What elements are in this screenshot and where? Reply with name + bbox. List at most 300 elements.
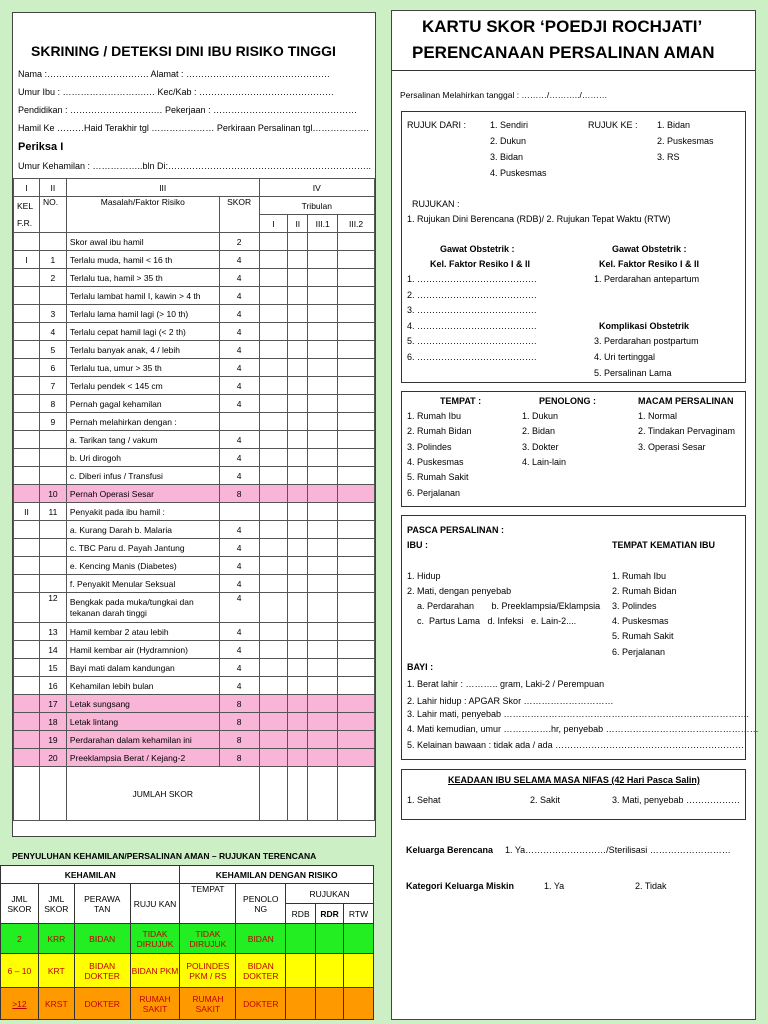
kb-label: Keluarga Berencana xyxy=(406,845,494,855)
col-t1: I xyxy=(259,215,288,233)
tribulan-cell[interactable] xyxy=(338,575,375,593)
tribulan-cell[interactable] xyxy=(338,431,375,449)
gawat-right-title: Gawat Obstetrik : xyxy=(612,244,687,254)
jumlah-cell[interactable] xyxy=(338,767,375,821)
tribulan-cell[interactable] xyxy=(288,575,308,593)
tribulan-cell[interactable] xyxy=(308,341,338,359)
tribulan-cell[interactable] xyxy=(308,521,338,539)
skor-cell-text: Skor awal ibu hamil xyxy=(66,233,219,251)
skor-table xyxy=(13,178,375,821)
skor-cell-skor xyxy=(219,413,259,431)
tribulan-cell[interactable] xyxy=(338,593,375,623)
skor-cell-no: 18 xyxy=(39,713,66,731)
penolong-1: 1. Dukun xyxy=(522,411,559,421)
jumlah-cell[interactable] xyxy=(259,767,288,821)
tribulan-cell[interactable] xyxy=(288,395,308,413)
krr-rujuk: TIDAK DIRUJUK xyxy=(130,924,180,954)
tribulan-cell[interactable] xyxy=(259,713,288,731)
tribulan-cell[interactable] xyxy=(308,431,338,449)
skor-cell-no: 12 xyxy=(39,593,66,623)
skor-cell-text: Pernah gagal kehamilan xyxy=(66,395,219,413)
skor-cell-no xyxy=(39,557,66,575)
tribulan-cell[interactable] xyxy=(338,539,375,557)
rujuk-ke-label: RUJUK KE : xyxy=(588,120,638,130)
skor-cell-kel xyxy=(14,269,40,287)
krr-penolong: BIDAN xyxy=(236,924,286,954)
kehamilan-header: KEHAMILAN xyxy=(1,866,180,884)
tribulan-cell[interactable] xyxy=(288,521,308,539)
skor-cell-skor: 8 xyxy=(219,731,259,749)
h-rujukan: RUJU KAN xyxy=(130,884,180,924)
identity-line-3: Pendidikan : ……………………….… Pekerjaan : ………………………………………… xyxy=(18,105,358,115)
skor-row xyxy=(14,575,375,593)
skor-cell-no: 6 xyxy=(39,359,66,377)
gawat-left-title: Gawat Obstetrik : xyxy=(440,244,515,254)
skor-cell-text: c. TBC Paru d. Payah Jantung xyxy=(66,539,219,557)
col-no: NO. xyxy=(39,197,66,233)
tempat-4: 4. Puskesmas xyxy=(407,457,464,467)
tribulan-cell[interactable] xyxy=(259,467,288,485)
tanggal-persalinan: Persalinan Melahirkan tanggal : ………/………../……… xyxy=(400,90,608,100)
rujuk-ke-2: 2. Puskesmas xyxy=(657,136,714,146)
skor-row xyxy=(14,659,375,677)
skor-cell-text: Terlalu lambat hamil I, kawin > 4 th xyxy=(66,287,219,305)
bayi-3: 3. Lahir mati, penyebab ………………………………………………………………………. xyxy=(407,709,750,719)
skor-cell-skor: 8 xyxy=(219,713,259,731)
tribulan-cell[interactable] xyxy=(308,485,338,503)
ibu-4: c. Partus Lama d. Infeksi e. Lain-2.... xyxy=(407,616,577,626)
tribulan-cell[interactable] xyxy=(308,593,338,623)
tribulan-cell[interactable] xyxy=(259,449,288,467)
tribulan-cell[interactable] xyxy=(308,713,338,731)
skor-cell-skor: 4 xyxy=(219,395,259,413)
tribulan-cell[interactable] xyxy=(288,539,308,557)
tribulan-cell[interactable] xyxy=(259,695,288,713)
skor-cell-kel xyxy=(14,749,40,767)
komplikasi-4: 4. Uri tertinggal xyxy=(594,352,656,362)
jumlah-cell[interactable] xyxy=(288,767,308,821)
tk-1: 1. Rumah Ibu xyxy=(612,571,667,581)
gawat-right-item: 1. Perdarahan antepartum xyxy=(594,274,700,284)
tribulan-cell[interactable] xyxy=(308,623,338,641)
h-penolong: PENOLO NG xyxy=(236,884,286,924)
krt-penolong: BIDAN DOKTER xyxy=(236,954,286,988)
miskin-label: Kategori Keluarga Miskin xyxy=(406,881,515,891)
tribulan-cell[interactable] xyxy=(338,359,375,377)
umur-kehamilan: Umur Kehamilan : ……………..bln Di:………………………………………………………….. xyxy=(18,161,372,171)
tribulan-cell[interactable] xyxy=(288,623,308,641)
identity-line-2: Umur Ibu : ……………………….… Kec/Kab : ……………………………………… xyxy=(18,87,335,97)
skor-cell-kel: II xyxy=(14,503,40,521)
skor-cell-kel xyxy=(14,341,40,359)
skor-cell-text: Pernah melahirkan dengan : xyxy=(66,413,219,431)
kartu-skor-panel xyxy=(391,10,759,1020)
skor-cell-no: 8 xyxy=(39,395,66,413)
komplikasi-title: Komplikasi Obstetrik xyxy=(599,321,690,331)
skor-cell-skor: 8 xyxy=(219,749,259,767)
skor-cell-no: 2 xyxy=(39,269,66,287)
tribulan-cell[interactable] xyxy=(308,449,338,467)
tribulan-cell[interactable] xyxy=(308,641,338,659)
skor-row xyxy=(14,485,375,503)
tribulan-cell[interactable] xyxy=(308,503,338,521)
krt-kel: KRT xyxy=(38,954,74,988)
skor-cell-text: Terlalu pendek < 145 cm xyxy=(66,377,219,395)
tk-3: 3. Polindes xyxy=(612,601,657,611)
col-t2: II xyxy=(288,215,308,233)
tribulan-cell[interactable] xyxy=(288,269,308,287)
tribulan-cell[interactable] xyxy=(308,413,338,431)
miskin-ya: 1. Ya xyxy=(544,881,565,891)
rujuk-dari-4: 4. Puskesmas xyxy=(490,168,547,178)
tribulan-cell[interactable] xyxy=(288,485,308,503)
tribulan-cell[interactable] xyxy=(288,359,308,377)
skor-cell-no: 10 xyxy=(39,485,66,503)
tribulan-cell[interactable] xyxy=(259,749,288,767)
h-rdb: RDB xyxy=(286,904,316,924)
rujuk-ke-1: 1. Bidan xyxy=(657,120,691,130)
tribulan-cell[interactable] xyxy=(308,749,338,767)
skor-cell-skor: 4 xyxy=(219,593,259,623)
tribulan-cell[interactable] xyxy=(288,467,308,485)
komplikasi-3: 3. Perdarahan postpartum xyxy=(594,336,699,346)
tribulan-cell[interactable] xyxy=(288,659,308,677)
skor-cell-kel xyxy=(14,287,40,305)
tribulan-cell[interactable] xyxy=(288,251,308,269)
tribulan-cell[interactable] xyxy=(308,659,338,677)
bayi-5: 5. Kelainan bawaan : tidak ada / ada ……………………………………………………… xyxy=(407,740,745,750)
tribulan-cell[interactable] xyxy=(288,557,308,575)
skor-row xyxy=(14,449,375,467)
tk-6: 6. Perjalanan xyxy=(612,647,666,657)
tribulan-cell[interactable] xyxy=(259,641,288,659)
tribulan-cell[interactable] xyxy=(338,323,375,341)
skor-cell-no: 11 xyxy=(39,503,66,521)
rujukan-box xyxy=(401,111,746,383)
skor-cell-kel xyxy=(14,731,40,749)
tribulan-cell[interactable] xyxy=(338,395,375,413)
tribulan-cell[interactable] xyxy=(288,713,308,731)
tempat-kematian-title: TEMPAT KEMATIAN IBU xyxy=(612,540,715,550)
col-iv: IV xyxy=(259,179,374,197)
skor-cell-kel xyxy=(14,233,40,251)
skor-row xyxy=(14,749,375,767)
tribulan-cell[interactable] xyxy=(338,731,375,749)
tribulan-cell[interactable] xyxy=(308,395,338,413)
tribulan-cell[interactable] xyxy=(259,341,288,359)
skor-cell-skor xyxy=(219,503,259,521)
bayi-title: BAYI : xyxy=(407,662,434,672)
skor-cell-kel xyxy=(14,539,40,557)
tribulan-cell[interactable] xyxy=(338,467,375,485)
tribulan-cell[interactable] xyxy=(308,359,338,377)
tribulan-cell[interactable] xyxy=(338,659,375,677)
tempat-box xyxy=(401,391,746,507)
skor-cell-skor: 4 xyxy=(219,269,259,287)
tribulan-cell[interactable] xyxy=(259,269,288,287)
tribulan-cell[interactable] xyxy=(288,749,308,767)
tribulan-cell[interactable] xyxy=(259,305,288,323)
tribulan-cell[interactable] xyxy=(259,503,288,521)
tribulan-cell[interactable] xyxy=(288,287,308,305)
tribulan-cell[interactable] xyxy=(308,557,338,575)
tribulan-cell[interactable] xyxy=(308,233,338,251)
skrining-title: SKRINING / DETEKSI DINI IBU RISIKO TINGGI xyxy=(31,43,336,59)
skor-cell-no: 5 xyxy=(39,341,66,359)
skor-cell-skor: 4 xyxy=(219,557,259,575)
bayi-1: 1. Berat lahir : ……….. gram, Laki-2 / Perempuan xyxy=(407,679,605,689)
skor-cell-skor: 4 xyxy=(219,359,259,377)
krr-skor: 2 xyxy=(1,924,39,954)
skor-row xyxy=(14,233,375,251)
skor-cell-no: 20 xyxy=(39,749,66,767)
skor-cell-skor: 4 xyxy=(219,341,259,359)
krt-tempat: POLINDES PKM / RS xyxy=(180,954,236,988)
h-rtw: RTW xyxy=(344,904,374,924)
krst-penolong: DOKTER xyxy=(236,988,286,1020)
tribulan-cell[interactable] xyxy=(308,269,338,287)
skor-row xyxy=(14,377,375,395)
skor-cell-kel xyxy=(14,695,40,713)
rujuk-dari-1: 1. Sendiri xyxy=(490,120,529,130)
tk-4: 4. Puskesmas xyxy=(612,616,669,626)
tribulan-cell[interactable] xyxy=(259,623,288,641)
tribulan-cell[interactable] xyxy=(338,377,375,395)
tribulan-cell[interactable] xyxy=(259,677,288,695)
penolong-2: 2. Bidan xyxy=(522,426,556,436)
tribulan-cell[interactable] xyxy=(308,539,338,557)
tribulan-cell[interactable] xyxy=(338,557,375,575)
jumlah-cell[interactable] xyxy=(308,767,338,821)
krst-tempat: RUMAH SAKIT xyxy=(180,988,236,1020)
tribulan-cell[interactable] xyxy=(288,413,308,431)
skor-cell-skor: 4 xyxy=(219,305,259,323)
tribulan-cell[interactable] xyxy=(288,233,308,251)
tempat-title: TEMPAT : xyxy=(440,396,482,406)
skor-cell-skor: 4 xyxy=(219,521,259,539)
tempat-5: 5. Rumah Sakit xyxy=(407,472,469,482)
tribulan-cell[interactable] xyxy=(308,467,338,485)
tribulan-cell[interactable] xyxy=(338,623,375,641)
tribulan-cell[interactable] xyxy=(259,485,288,503)
tribulan-cell[interactable] xyxy=(288,323,308,341)
tribulan-cell[interactable] xyxy=(259,659,288,677)
skor-cell-skor: 4 xyxy=(219,431,259,449)
tribulan-cell[interactable] xyxy=(308,287,338,305)
skor-row xyxy=(14,431,375,449)
tribulan-cell[interactable] xyxy=(259,395,288,413)
tribulan-cell[interactable] xyxy=(308,377,338,395)
gawat-item-5: 5. …………………………………. xyxy=(407,336,537,346)
skor-cell-text: Hamil kembar air (Hydramnion) xyxy=(66,641,219,659)
tribulan-cell[interactable] xyxy=(288,593,308,623)
tribulan-cell[interactable] xyxy=(338,521,375,539)
tribulan-cell[interactable] xyxy=(338,695,375,713)
tribulan-cell[interactable] xyxy=(288,377,308,395)
skor-cell-text: Terlalu cepat hamil lagi (< 2 th) xyxy=(66,323,219,341)
tribulan-cell[interactable] xyxy=(308,305,338,323)
tribulan-cell[interactable] xyxy=(259,413,288,431)
macam-2: 2. Tindakan Pervaginam xyxy=(638,426,736,436)
tribulan-cell[interactable] xyxy=(308,575,338,593)
rujuk-dari-2: 2. Dukun xyxy=(490,136,527,146)
skor-cell-no xyxy=(39,287,66,305)
skor-cell-text: Kehamilan lebih bulan xyxy=(66,677,219,695)
skor-cell-kel xyxy=(14,557,40,575)
tribulan-cell[interactable] xyxy=(259,731,288,749)
h-jml2: JML SKOR xyxy=(38,884,74,924)
skor-row xyxy=(14,521,375,539)
skor-cell-no: 4 xyxy=(39,323,66,341)
penyuluhan-table xyxy=(0,865,374,1020)
tribulan-cell[interactable] xyxy=(308,731,338,749)
tribulan-cell[interactable] xyxy=(338,341,375,359)
tempat-3: 3. Polindes xyxy=(407,442,452,452)
tribulan-cell[interactable] xyxy=(338,677,375,695)
skor-cell-kel xyxy=(14,449,40,467)
tribulan-cell[interactable] xyxy=(288,677,308,695)
skor-cell-skor: 8 xyxy=(219,485,259,503)
tribulan-cell[interactable] xyxy=(288,431,308,449)
krt-rawat: BIDAN DOKTER xyxy=(74,954,130,988)
tribulan-cell[interactable] xyxy=(338,269,375,287)
tribulan-cell[interactable] xyxy=(338,413,375,431)
krst-kel: KRST xyxy=(38,988,74,1020)
skor-cell-no: 19 xyxy=(39,731,66,749)
skor-row xyxy=(14,467,375,485)
tribulan-cell[interactable] xyxy=(338,233,375,251)
skor-cell-text: f. Penyakit Menular Seksual xyxy=(66,575,219,593)
skor-cell-text: b. Uri dirogoh xyxy=(66,449,219,467)
tribulan-cell[interactable] xyxy=(308,695,338,713)
tribulan-cell[interactable] xyxy=(338,305,375,323)
skor-cell-kel xyxy=(14,485,40,503)
tribulan-cell[interactable] xyxy=(259,575,288,593)
tribulan-cell[interactable] xyxy=(288,695,308,713)
skor-cell-kel xyxy=(14,659,40,677)
skor-cell-text: Terlalu banyak anak, 4 / lebih xyxy=(66,341,219,359)
skor-cell-text: Penyakit pada ibu hamil : xyxy=(66,503,219,521)
tribulan-cell[interactable] xyxy=(259,233,288,251)
rujuk-ke-3: 3. RS xyxy=(657,152,680,162)
skor-cell-no: 14 xyxy=(39,641,66,659)
skor-cell-kel xyxy=(14,395,40,413)
identity-line-1: Nama :……………………………. Alamat : ………………………………………… xyxy=(18,69,331,79)
tribulan-cell[interactable] xyxy=(259,359,288,377)
tribulan-cell[interactable] xyxy=(259,521,288,539)
skor-cell-skor: 2 xyxy=(219,233,259,251)
penyuluhan-title: PENYULUHAN KEHAMILAN/PERSALINAN AMAN – RUJUKAN TERENCANA xyxy=(12,851,317,861)
skor-row xyxy=(14,695,375,713)
tribulan-cell[interactable] xyxy=(259,287,288,305)
col-kel: KEL F.R. xyxy=(14,197,40,233)
tribulan-cell[interactable] xyxy=(338,251,375,269)
tribulan-cell[interactable] xyxy=(338,485,375,503)
skor-cell-no: 17 xyxy=(39,695,66,713)
skor-cell-text: Bayi mati dalam kandungan xyxy=(66,659,219,677)
tribulan-cell[interactable] xyxy=(288,641,308,659)
tempat-1: 1. Rumah Ibu xyxy=(407,411,462,421)
tribulan-cell[interactable] xyxy=(259,377,288,395)
skor-cell-text: Perdarahan dalam kehamilan ini xyxy=(66,731,219,749)
skor-row xyxy=(14,395,375,413)
tribulan-cell[interactable] xyxy=(259,431,288,449)
tribulan-cell[interactable] xyxy=(338,713,375,731)
tribulan-cell[interactable] xyxy=(338,503,375,521)
skor-cell-no: 1 xyxy=(39,251,66,269)
skor-cell-text: Terlalu lama hamil lagi (> 10 th) xyxy=(66,305,219,323)
tribulan-cell[interactable] xyxy=(259,251,288,269)
gawat-item-4: 4. …………………………………. xyxy=(407,321,537,331)
macam-title: MACAM PERSALINAN xyxy=(638,396,734,406)
tribulan-cell[interactable] xyxy=(288,449,308,467)
nifas-2: 2. Sakit xyxy=(530,795,561,805)
skor-cell-no xyxy=(39,539,66,557)
krr-kel: KRR xyxy=(38,924,74,954)
h-rujukan2: RUJUKAN xyxy=(286,884,374,904)
skor-cell-text: c. Diberi infus / Transfusi xyxy=(66,467,219,485)
skor-row xyxy=(14,593,375,623)
tribulan-cell[interactable] xyxy=(288,305,308,323)
macam-1: 1. Normal xyxy=(638,411,678,421)
skor-row xyxy=(14,713,375,731)
tribulan-cell[interactable] xyxy=(308,251,338,269)
skor-cell-skor: 4 xyxy=(219,467,259,485)
h-tempat: TEMPAT xyxy=(180,884,236,924)
skor-cell-kel xyxy=(14,677,40,695)
tribulan-cell[interactable] xyxy=(308,323,338,341)
miskin-tidak: 2. Tidak xyxy=(635,881,667,891)
periksa-label: Periksa I xyxy=(18,141,64,153)
skor-cell-text: Letak lintang xyxy=(66,713,219,731)
tribulan-cell[interactable] xyxy=(259,593,288,623)
col-skor: SKOR xyxy=(219,197,259,233)
gawat-right-sub: Kel. Faktor Resiko I & II xyxy=(599,259,700,269)
skor-cell-skor: 4 xyxy=(219,575,259,593)
bayi-4: 4. Mati kemudian, umur …………….hr, penyebab …………………………………………… xyxy=(407,724,759,734)
tribulan-cell[interactable] xyxy=(259,557,288,575)
tribulan-cell[interactable] xyxy=(308,677,338,695)
skor-cell-kel: I xyxy=(14,251,40,269)
tempat-2: 2. Rumah Bidan xyxy=(407,426,472,436)
tribulan-cell[interactable] xyxy=(338,641,375,659)
col-i: I xyxy=(14,179,40,197)
skor-cell-text: Terlalu muda, hamil < 16 th xyxy=(66,251,219,269)
tribulan-cell[interactable] xyxy=(288,731,308,749)
tribulan-cell[interactable] xyxy=(338,449,375,467)
skor-cell-text: a. Tarikan tang / vakum xyxy=(66,431,219,449)
tribulan-cell[interactable] xyxy=(338,287,375,305)
skor-row xyxy=(14,641,375,659)
ibu-1: 1. Hidup xyxy=(407,571,441,581)
skor-cell-skor: 4 xyxy=(219,377,259,395)
skor-cell-text: e. Kencing Manis (Diabetes) xyxy=(66,557,219,575)
skor-row xyxy=(14,413,375,431)
skor-cell-no: 13 xyxy=(39,623,66,641)
tribulan-cell[interactable] xyxy=(259,539,288,557)
skor-cell-kel xyxy=(14,323,40,341)
gawat-item-2: 2. …………………………………. xyxy=(407,290,537,300)
krt-rujuk: BIDAN PKM xyxy=(130,954,180,988)
tribulan-cell[interactable] xyxy=(259,323,288,341)
skor-cell-skor: 4 xyxy=(219,623,259,641)
skor-cell-kel xyxy=(14,521,40,539)
tribulan-cell[interactable] xyxy=(288,341,308,359)
nifas-box xyxy=(401,769,746,820)
tribulan-cell[interactable] xyxy=(338,749,375,767)
bayi-2: 2. Lahir hidup : APGAR Skor ………………………… xyxy=(407,696,614,706)
tribulan-cell[interactable] xyxy=(288,503,308,521)
